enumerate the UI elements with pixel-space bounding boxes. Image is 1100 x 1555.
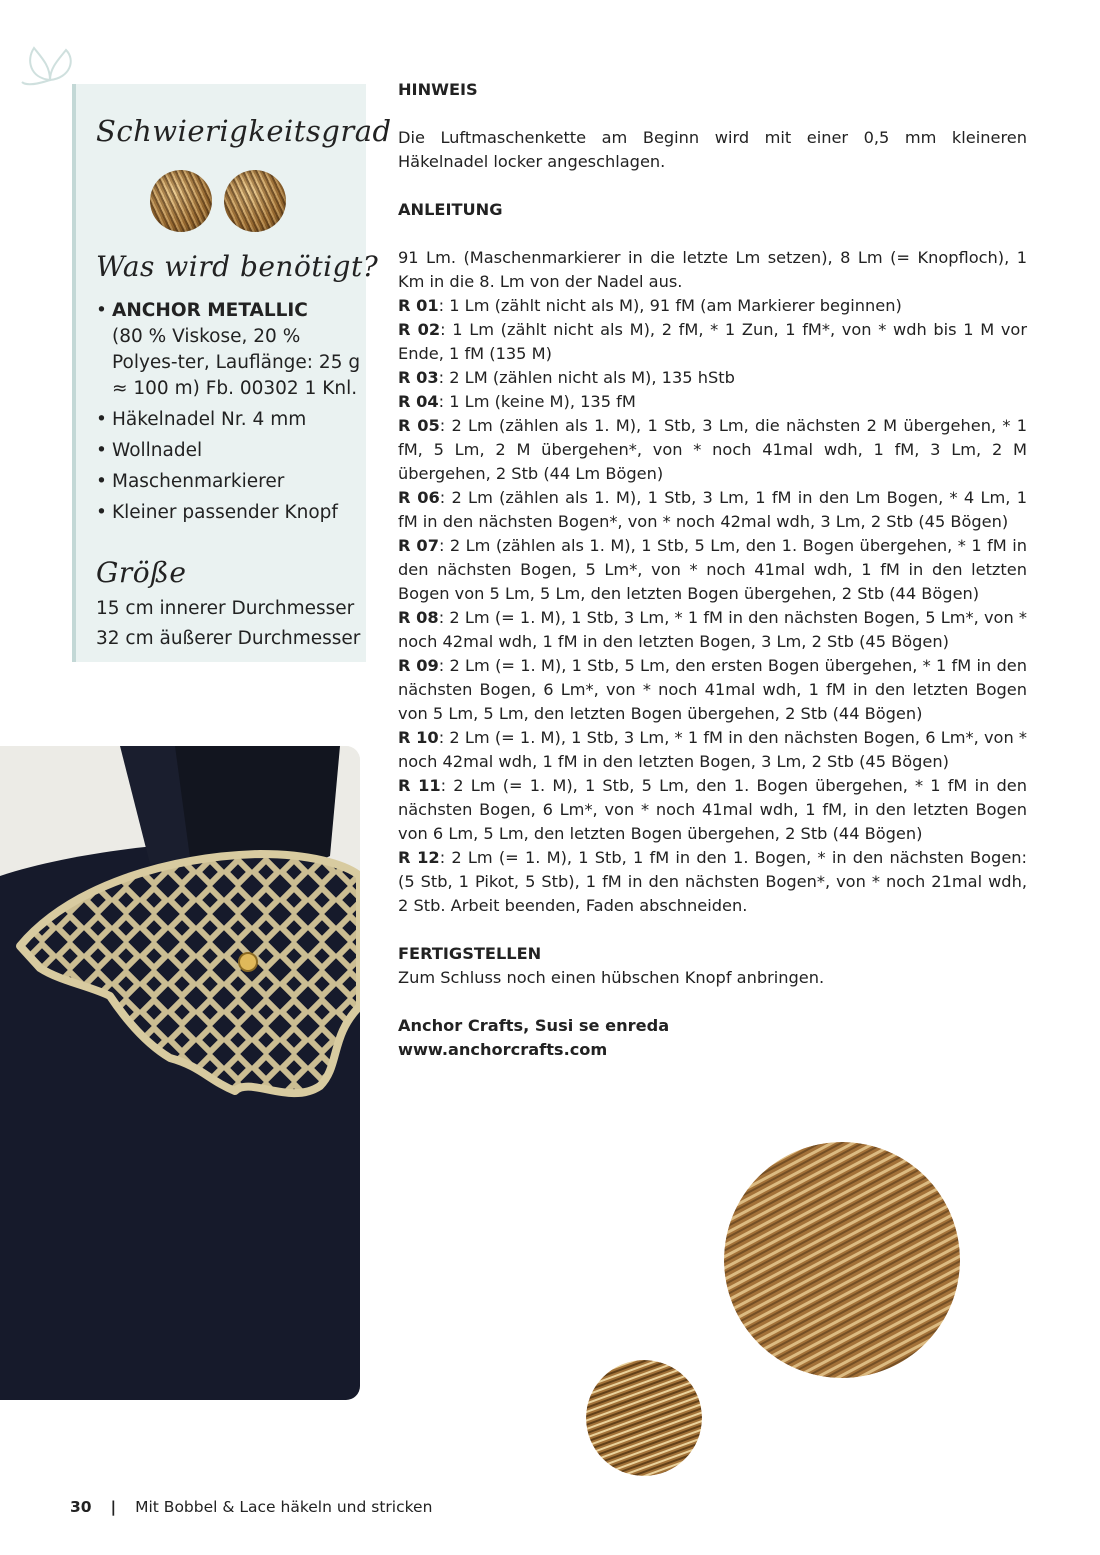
row-text: : 2 Lm (zählen als 1. M), 1 Stb, 3 Lm, die nächsten 2 M übergehen, * 1 fM, 5 Lm, 2 M übergehen*, von * noch 41mal wdh, 1 fM, 3 Lm, 2 M übergehen, 2 Stb (44 Lm Bögen) <box>398 416 1027 483</box>
row-text: : 2 LM (zählen nicht als M), 135 hStb <box>438 368 735 387</box>
instruction-row <box>398 726 1027 774</box>
main-content <box>398 78 1027 1062</box>
size-line: 32 cm äußerer Durchmesser <box>96 628 361 649</box>
list-item <box>96 407 366 433</box>
difficulty-heading: Schwierigkeitsgrad <box>96 114 392 148</box>
material-name: • ANCHOR METALLIC <box>112 300 308 321</box>
row-text: : 2 Lm (zählen als 1. M), 1 Stb, 5 Lm, den 1. Bogen übergehen, * 1 fM in den nächsten Bogen, 5 Lm*, von * noch 41mal wdh, 1 fM in den letzten Bogen von 5 Lm, 5 Lm, den letzten Bogen übergehen, 2 Stb (44 Bögen) <box>398 536 1027 603</box>
row-label: R 11 <box>398 776 441 795</box>
row-label: R 06 <box>398 488 440 507</box>
instruction-row <box>398 366 1027 390</box>
row-label: R 02 <box>398 320 441 339</box>
finishing-title: FERTIGSTELLEN <box>398 944 542 963</box>
hint-title: HINWEIS <box>398 80 478 99</box>
hint-text: Die Luftmaschenkette am Beginn wird mit einer 0,5 mm kleineren Häkelnadel locker angeschlagen. <box>398 128 1027 171</box>
finishing-text: Zum Schluss noch einen hübschen Knopf anbringen. <box>398 968 825 987</box>
row-label: R 07 <box>398 536 439 555</box>
list-item <box>96 500 366 526</box>
collar-photo <box>0 746 360 1400</box>
row-text: : 2 Lm (= 1. M), 1 Stb, 3 Lm, * 1 fM in den nächsten Bogen, 5 Lm*, von * noch 42mal wdh, 1 fM in den letzten Bogen, 3 Lm, 2 Stb (45 Bögen) <box>398 608 1027 651</box>
row-text: : 1 Lm (keine M), 135 fM <box>438 392 636 411</box>
row-label: R 09 <box>398 656 439 675</box>
instruction-row <box>398 318 1027 366</box>
row-label: R 08 <box>398 608 439 627</box>
row-label: R 04 <box>398 392 439 411</box>
size-block <box>96 594 360 654</box>
yarn-swatch-large <box>724 1142 960 1378</box>
instructions-intro: 91 Lm. (Maschenmarkierer in die letzte Lm setzen), 8 Lm (= Knopfloch), 1 Km in die 8. Lm von der Nadel aus. <box>398 248 1027 291</box>
row-text: : 1 Lm (zählt nicht als M), 91 fM (am Markierer beginnen) <box>438 296 902 315</box>
list-item <box>96 298 366 402</box>
instruction-row <box>398 774 1027 846</box>
instructions-title: ANLEITUNG <box>398 200 503 219</box>
list-item <box>96 469 366 495</box>
instruction-row <box>398 486 1027 534</box>
row-text: : 2 Lm (= 1. M), 1 Stb, 5 Lm, den 1. Bogen übergehen, * 1 fM in den nächsten Bogen, 6 Lm*, von * noch 41mal wdh, 1 fM, in den letzten Bogen von 6 Lm, 5 Lm, den letzten Bogen übergehen, 2 Stb (44 Bögen) <box>398 776 1027 843</box>
materials-list <box>96 298 366 531</box>
book-title: Mit Bobbel & Lace häkeln und stricken <box>135 1498 433 1516</box>
row-label: R 10 <box>398 728 439 747</box>
instruction-row <box>398 606 1027 654</box>
row-text: : 2 Lm (zählen als 1. M), 1 Stb, 3 Lm, 1 fM in den Lm Bogen, * 4 Lm, 1 fM in den nächsten Bogen*, von * noch 42mal wdh, 3 Lm, 2 Stb (45 Bögen) <box>398 488 1027 531</box>
credit-line: Anchor Crafts, Susi se enreda <box>398 1016 670 1035</box>
page-footer <box>70 1498 432 1516</box>
yarn-swatch-small <box>586 1360 702 1476</box>
materials-heading: Was wird benötigt? <box>96 250 379 283</box>
row-label: R 03 <box>398 368 439 387</box>
material-detail: Maschenmarkierer <box>112 471 285 492</box>
difficulty-yarn-icon <box>224 170 286 232</box>
page-number: 30 <box>70 1498 92 1516</box>
instruction-row <box>398 414 1027 486</box>
row-text: : 2 Lm (= 1. M), 1 Stb, 1 fM in den 1. Bogen, * in den nächsten Bogen: (5 Stb, 1 Pikot, 5 Stb), 1 fM in den nächsten Bogen*, von * noch 21mal wdh, 2 Stb. Arbeit beenden, Faden abschneiden. <box>398 848 1027 915</box>
material-detail: Häkelnadel Nr. 4 mm <box>112 409 307 430</box>
material-detail: Wollnadel <box>112 440 203 461</box>
info-sidebar <box>72 84 392 662</box>
size-heading: Größe <box>96 556 187 589</box>
credit-url-link[interactable]: www.anchorcrafts.com <box>398 1040 608 1059</box>
instruction-row <box>398 846 1027 918</box>
instruction-row <box>398 294 1027 318</box>
instruction-row <box>398 390 1027 414</box>
list-item <box>96 438 366 464</box>
row-label: R 01 <box>398 296 439 315</box>
leaf-ornament-icon <box>20 40 80 90</box>
row-label: R 12 <box>398 848 440 867</box>
size-line: 15 cm innerer Durchmesser <box>96 598 355 619</box>
material-detail: (80 % Viskose, 20 % Polyes-ter, Lauflänge: 25 g ≈ 100 m) Fb. 00302 1 Knl. <box>112 326 361 399</box>
material-detail: Kleiner passender Knopf <box>112 502 338 523</box>
difficulty-yarn-icon <box>150 170 212 232</box>
instruction-row <box>398 534 1027 606</box>
instruction-row <box>398 654 1027 726</box>
row-text: : 2 Lm (= 1. M), 1 Stb, 3 Lm, * 1 fM in den nächsten Bogen, 6 Lm*, von * noch 42mal wdh, 1 fM in den letzten Bogen, 3 Lm, 2 Stb (45 Bögen) <box>398 728 1027 771</box>
row-text: : 2 Lm (= 1. M), 1 Stb, 5 Lm, den ersten Bogen übergehen, * 1 fM in den nächsten Bogen, 6 Lm*, von * noch 41mal wdh, 1 fM in den letzten Bogen von 5 Lm, 5 Lm, den letzten Bogen übergehen, 2 Stb (44 Bögen) <box>398 656 1027 723</box>
row-text: : 1 Lm (zählt nicht als M), 2 fM, * 1 Zun, 1 fM*, von * wdh bis 1 M vor Ende, 1 fM (135 M) <box>398 320 1027 363</box>
row-label: R 05 <box>398 416 440 435</box>
footer-separator: | <box>110 1498 117 1516</box>
collar-illustration <box>0 746 360 1400</box>
